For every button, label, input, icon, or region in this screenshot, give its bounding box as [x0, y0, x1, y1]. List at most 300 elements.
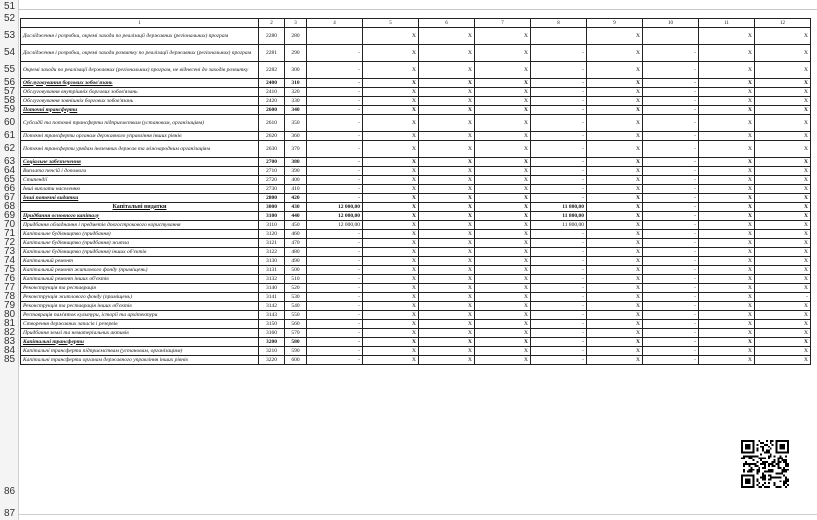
line-code-cell[interactable]: 530 [285, 293, 307, 302]
value-cell[interactable]: X [755, 28, 811, 45]
value-cell[interactable]: - [307, 302, 363, 311]
value-cell[interactable]: X [475, 194, 531, 203]
value-cell[interactable]: - [307, 329, 363, 338]
value-cell[interactable]: - [307, 141, 363, 158]
row-number[interactable]: 77 [4, 282, 16, 293]
value-cell[interactable]: X [755, 115, 811, 132]
value-cell[interactable]: X [363, 284, 419, 293]
value-cell[interactable]: X [699, 194, 755, 203]
row-number[interactable]: 80 [4, 309, 16, 320]
value-cell[interactable]: X [419, 132, 475, 141]
item-name-cell[interactable]: Капітальний ремонт [21, 257, 259, 266]
value-cell[interactable]: X [587, 293, 643, 302]
value-cell[interactable] [643, 28, 699, 45]
value-cell[interactable]: X [419, 88, 475, 97]
value-cell[interactable]: X [755, 284, 811, 293]
value-cell[interactable]: - [643, 320, 699, 329]
value-cell[interactable]: X [475, 257, 531, 266]
value-cell[interactable]: - [307, 347, 363, 356]
row-number[interactable]: 79 [4, 300, 16, 311]
item-name-cell[interactable]: Придбання основного капіталу [21, 212, 259, 221]
value-cell[interactable]: - [531, 329, 587, 338]
value-cell[interactable]: X [587, 347, 643, 356]
value-cell[interactable]: X [755, 338, 811, 347]
value-cell[interactable]: X [587, 88, 643, 97]
value-cell[interactable]: X [587, 356, 643, 365]
value-cell[interactable]: X [755, 176, 811, 185]
kekv-code-cell[interactable]: 2620 [259, 132, 285, 141]
value-cell[interactable]: X [419, 185, 475, 194]
value-cell[interactable]: X [755, 158, 811, 167]
value-cell[interactable]: - [643, 106, 699, 115]
value-cell[interactable]: - [643, 356, 699, 365]
value-cell[interactable]: - [307, 293, 363, 302]
value-cell[interactable]: X [587, 338, 643, 347]
kekv-code-cell[interactable]: 3131 [259, 266, 285, 275]
value-cell[interactable]: X [419, 293, 475, 302]
value-cell[interactable]: X [755, 97, 811, 106]
item-name-cell[interactable]: Капітальне будівництво (придбання) [21, 230, 259, 239]
value-cell[interactable]: X [475, 203, 531, 212]
value-cell[interactable]: X [419, 62, 475, 79]
item-name-cell[interactable]: Поточні трансферти органам державного управління інших рівнів [21, 132, 259, 141]
value-cell[interactable]: X [419, 311, 475, 320]
value-cell[interactable]: - [531, 338, 587, 347]
value-cell[interactable]: - [531, 311, 587, 320]
value-cell[interactable]: - [307, 338, 363, 347]
value-cell[interactable]: - [531, 185, 587, 194]
item-name-cell[interactable]: Капітальне будівництво (придбання) житла [21, 239, 259, 248]
value-cell[interactable]: X [699, 115, 755, 132]
row-number[interactable]: 66 [4, 183, 16, 194]
value-cell[interactable]: X [363, 221, 419, 230]
value-cell[interactable]: 12 000,00 [307, 221, 363, 230]
value-cell[interactable]: X [699, 132, 755, 141]
value-cell[interactable]: X [363, 239, 419, 248]
value-cell[interactable]: X [475, 302, 531, 311]
item-name-cell[interactable]: Обслуговування боргових зобов'язань [21, 79, 259, 88]
value-cell[interactable]: - [531, 79, 587, 88]
kekv-code-cell[interactable]: 2281 [259, 45, 285, 62]
value-cell[interactable]: - [643, 266, 699, 275]
value-cell[interactable]: - [307, 132, 363, 141]
value-cell[interactable]: - [643, 284, 699, 293]
value-cell[interactable]: - [307, 115, 363, 132]
row-number[interactable]: 68 [4, 201, 16, 212]
value-cell[interactable]: X [755, 239, 811, 248]
header-cell[interactable]: 7 [475, 19, 531, 28]
value-cell[interactable]: - [643, 45, 699, 62]
row-number[interactable]: 82 [4, 327, 16, 338]
value-cell[interactable]: - [531, 45, 587, 62]
line-code-cell[interactable]: 310 [285, 79, 307, 88]
value-cell[interactable]: X [475, 311, 531, 320]
item-name-cell[interactable]: Інші поточні видатки [21, 194, 259, 203]
value-cell[interactable]: X [363, 45, 419, 62]
value-cell[interactable]: X [699, 302, 755, 311]
value-cell[interactable]: X [419, 239, 475, 248]
value-cell[interactable]: X [699, 141, 755, 158]
row-number[interactable]: 85 [4, 354, 16, 365]
row-number[interactable]: 61 [4, 130, 16, 141]
row-number[interactable]: 58 [4, 95, 16, 106]
line-code-cell[interactable]: 600 [285, 356, 307, 365]
kekv-code-cell[interactable]: 3210 [259, 347, 285, 356]
value-cell[interactable]: X [363, 194, 419, 203]
line-code-cell[interactable]: 320 [285, 88, 307, 97]
header-cell[interactable]: 3 [285, 19, 307, 28]
value-cell[interactable]: X [587, 176, 643, 185]
value-cell[interactable]: - [531, 167, 587, 176]
kekv-code-cell[interactable]: 2600 [259, 106, 285, 115]
value-cell[interactable]: X [363, 158, 419, 167]
item-name-cell[interactable]: Обслуговування внутрішніх боргових зобов'язань [21, 88, 259, 97]
value-cell[interactable]: X [419, 28, 475, 45]
value-cell[interactable]: X [755, 257, 811, 266]
value-cell[interactable]: X [699, 176, 755, 185]
value-cell[interactable]: X [475, 338, 531, 347]
value-cell[interactable]: - [307, 311, 363, 320]
kekv-code-cell[interactable]: 3110 [259, 221, 285, 230]
value-cell[interactable]: X [363, 167, 419, 176]
item-name-cell[interactable]: Капітальні трансферти органам державного управління інших рівнів [21, 356, 259, 365]
value-cell[interactable]: X [419, 97, 475, 106]
line-code-cell[interactable]: 470 [285, 239, 307, 248]
value-cell[interactable]: - [643, 141, 699, 158]
value-cell[interactable]: - [643, 158, 699, 167]
item-name-cell[interactable]: Капітальний ремонт житлового фонду (приміщень) [21, 266, 259, 275]
value-cell[interactable]: X [699, 329, 755, 338]
kekv-code-cell[interactable]: 3160 [259, 329, 285, 338]
value-cell[interactable]: X [363, 212, 419, 221]
value-cell[interactable]: X [755, 194, 811, 203]
line-code-cell[interactable]: 590 [285, 347, 307, 356]
value-cell[interactable]: X [699, 248, 755, 257]
value-cell[interactable]: - [307, 79, 363, 88]
value-cell[interactable]: X [475, 167, 531, 176]
kekv-code-cell[interactable]: 3143 [259, 311, 285, 320]
line-code-cell[interactable]: 540 [285, 302, 307, 311]
item-name-cell[interactable]: Обслуговування зовнішніх боргових зобов'язань [21, 97, 259, 106]
value-cell[interactable]: X [475, 88, 531, 97]
value-cell[interactable]: 11 800,00 [531, 212, 587, 221]
row-number[interactable]: 75 [4, 264, 16, 275]
kekv-code-cell[interactable]: 2700 [259, 158, 285, 167]
row-number[interactable]: 72 [4, 237, 16, 248]
value-cell[interactable]: X [699, 311, 755, 320]
item-name-cell[interactable]: Поточні трансферти [21, 106, 259, 115]
value-cell[interactable]: X [587, 62, 643, 79]
value-cell[interactable]: X [587, 320, 643, 329]
value-cell[interactable]: X [475, 106, 531, 115]
item-name-cell[interactable]: Капітальні видатки [21, 203, 259, 212]
header-cell[interactable]: 8 [531, 19, 587, 28]
kekv-code-cell[interactable]: 3122 [259, 248, 285, 257]
value-cell[interactable]: X [419, 106, 475, 115]
value-cell[interactable]: - [531, 194, 587, 203]
row-number[interactable]: 57 [4, 86, 16, 97]
value-cell[interactable]: - [307, 88, 363, 97]
value-cell[interactable]: X [699, 167, 755, 176]
value-cell[interactable]: - [531, 257, 587, 266]
value-cell[interactable]: - [531, 347, 587, 356]
kekv-code-cell[interactable]: 3141 [259, 293, 285, 302]
value-cell[interactable]: X [699, 320, 755, 329]
item-name-cell[interactable]: Дослідження і розробки, окремі заходи по реалізації державних (регіональних) програм [21, 28, 259, 45]
value-cell[interactable]: - [643, 176, 699, 185]
line-code-cell[interactable]: 490 [285, 257, 307, 266]
item-name-cell[interactable]: Створення державних запасів і резервів [21, 320, 259, 329]
value-cell[interactable]: X [419, 221, 475, 230]
kekv-code-cell[interactable]: 2800 [259, 194, 285, 203]
value-cell[interactable]: - [643, 275, 699, 284]
item-name-cell[interactable]: Реставрація пам'яток культури, історії та архітектури [21, 311, 259, 320]
line-code-cell[interactable]: 510 [285, 275, 307, 284]
value-cell[interactable]: X [363, 293, 419, 302]
row-number[interactable]: 81 [4, 318, 16, 329]
row-number[interactable]: 69 [4, 210, 16, 221]
value-cell[interactable]: - [643, 338, 699, 347]
value-cell[interactable]: X [475, 28, 531, 45]
value-cell[interactable]: X [363, 275, 419, 284]
value-cell[interactable]: X [587, 79, 643, 88]
kekv-code-cell[interactable]: 2282 [259, 62, 285, 79]
value-cell[interactable]: X [587, 167, 643, 176]
value-cell[interactable]: X [419, 257, 475, 266]
value-cell[interactable]: X [755, 167, 811, 176]
value-cell[interactable]: X [363, 141, 419, 158]
item-name-cell[interactable]: Дослідження і розробки, окремі заходи розвитку по реалізації державних (регіональних) програм [21, 45, 259, 62]
value-cell[interactable]: X [755, 248, 811, 257]
kekv-code-cell[interactable]: 3220 [259, 356, 285, 365]
value-cell[interactable]: X [755, 141, 811, 158]
row-number[interactable]: 59 [4, 104, 16, 115]
row-number[interactable]: 67 [4, 192, 16, 203]
value-cell[interactable]: X [363, 176, 419, 185]
value-cell[interactable]: - [643, 293, 699, 302]
row-number[interactable]: 83 [4, 336, 16, 347]
row-number[interactable]: 51 [4, 1, 16, 12]
value-cell[interactable]: X [699, 293, 755, 302]
line-code-cell[interactable]: 560 [285, 320, 307, 329]
value-cell[interactable]: X [755, 221, 811, 230]
value-cell[interactable]: X [587, 329, 643, 338]
value-cell[interactable]: - [531, 302, 587, 311]
value-cell[interactable]: X [755, 230, 811, 239]
value-cell[interactable]: - [307, 62, 363, 79]
item-name-cell[interactable]: Реконструкція та реставрація [21, 284, 259, 293]
value-cell[interactable]: - [755, 293, 811, 302]
value-cell[interactable]: X [755, 79, 811, 88]
kekv-code-cell[interactable]: 2400 [259, 79, 285, 88]
value-cell[interactable]: X [363, 132, 419, 141]
header-cell[interactable]: 11 [699, 19, 755, 28]
value-cell[interactable]: X [475, 239, 531, 248]
value-cell[interactable]: X [699, 239, 755, 248]
kekv-code-cell[interactable]: 2710 [259, 167, 285, 176]
value-cell[interactable]: X [363, 62, 419, 79]
value-cell[interactable]: X [699, 266, 755, 275]
value-cell[interactable]: X [419, 266, 475, 275]
value-cell[interactable]: - [643, 248, 699, 257]
value-cell[interactable]: X [419, 141, 475, 158]
value-cell[interactable]: X [475, 158, 531, 167]
value-cell[interactable]: X [475, 248, 531, 257]
line-code-cell[interactable]: 330 [285, 97, 307, 106]
value-cell[interactable]: X [699, 347, 755, 356]
value-cell[interactable]: X [363, 329, 419, 338]
value-cell[interactable]: X [419, 176, 475, 185]
value-cell[interactable]: - [307, 239, 363, 248]
value-cell[interactable]: X [419, 79, 475, 88]
value-cell[interactable]: X [419, 194, 475, 203]
value-cell[interactable]: - [307, 185, 363, 194]
value-cell[interactable]: X [699, 221, 755, 230]
value-cell[interactable]: - [531, 320, 587, 329]
value-cell[interactable]: X [363, 230, 419, 239]
value-cell[interactable]: - [531, 158, 587, 167]
value-cell[interactable]: - [531, 62, 587, 79]
value-cell[interactable]: X [363, 338, 419, 347]
value-cell[interactable]: X [755, 275, 811, 284]
row-number[interactable]: 65 [4, 174, 16, 185]
value-cell[interactable]: X [755, 62, 811, 79]
value-cell[interactable]: - [643, 239, 699, 248]
header-cell[interactable]: 6 [419, 19, 475, 28]
line-code-cell[interactable]: 340 [285, 106, 307, 115]
line-code-cell[interactable]: 360 [285, 132, 307, 141]
row-number[interactable]: 55 [4, 64, 16, 75]
value-cell[interactable]: X [363, 185, 419, 194]
value-cell[interactable]: X [587, 248, 643, 257]
line-code-cell[interactable]: 440 [285, 212, 307, 221]
value-cell[interactable]: X [699, 28, 755, 45]
value-cell[interactable]: X [363, 106, 419, 115]
line-code-cell[interactable]: 400 [285, 176, 307, 185]
value-cell[interactable]: - [531, 356, 587, 365]
row-number[interactable]: 52 [4, 13, 16, 24]
value-cell[interactable]: X [587, 185, 643, 194]
value-cell[interactable]: - [643, 347, 699, 356]
value-cell[interactable]: X [699, 338, 755, 347]
value-cell[interactable]: - [643, 203, 699, 212]
item-name-cell[interactable]: Капітальні трансферти підприємствам (установам, організаціям) [21, 347, 259, 356]
item-name-cell[interactable]: Окремі заходи по реалізації державних (регіональних) програм, не віднесені до заходів розвитку [21, 62, 259, 79]
value-cell[interactable]: X [587, 106, 643, 115]
value-cell[interactable]: - [307, 194, 363, 203]
kekv-code-cell[interactable]: 3000 [259, 203, 285, 212]
value-cell[interactable]: X [699, 79, 755, 88]
value-cell[interactable]: - [531, 230, 587, 239]
value-cell[interactable]: 12 000,00 [307, 212, 363, 221]
row-number[interactable]: 73 [4, 246, 16, 257]
value-cell[interactable]: X [587, 266, 643, 275]
value-cell[interactable]: - [643, 62, 699, 79]
value-cell[interactable]: - [643, 230, 699, 239]
value-cell[interactable]: X [755, 106, 811, 115]
line-code-cell[interactable]: 300 [285, 62, 307, 79]
value-cell[interactable]: X [419, 212, 475, 221]
value-cell[interactable]: X [419, 45, 475, 62]
value-cell[interactable]: X [587, 28, 643, 45]
item-name-cell[interactable]: Капітальне будівництво (придбання) інших об'єктів [21, 248, 259, 257]
value-cell[interactable]: X [587, 275, 643, 284]
item-name-cell[interactable]: Капітальні трансферти [21, 338, 259, 347]
value-cell[interactable]: X [363, 347, 419, 356]
value-cell[interactable]: X [475, 97, 531, 106]
item-name-cell[interactable]: Стипендії [21, 176, 259, 185]
value-cell[interactable]: - [307, 284, 363, 293]
value-cell[interactable]: X [755, 266, 811, 275]
value-cell[interactable]: - [643, 257, 699, 266]
kekv-code-cell[interactable]: 3140 [259, 284, 285, 293]
value-cell[interactable]: X [475, 347, 531, 356]
row-number[interactable]: 70 [4, 219, 16, 230]
line-code-cell[interactable]: 280 [285, 28, 307, 45]
line-code-cell[interactable]: 430 [285, 203, 307, 212]
line-code-cell[interactable]: 410 [285, 185, 307, 194]
value-cell[interactable]: - [531, 132, 587, 141]
value-cell[interactable]: - [531, 239, 587, 248]
value-cell[interactable]: - [307, 320, 363, 329]
row-number[interactable]: 87 [4, 508, 16, 519]
value-cell[interactable]: X [587, 132, 643, 141]
value-cell[interactable]: - [643, 194, 699, 203]
value-cell[interactable]: X [755, 212, 811, 221]
value-cell[interactable]: - [531, 248, 587, 257]
value-cell[interactable]: - [643, 79, 699, 88]
item-name-cell[interactable]: Реконструкція та реставрація інших об'єктів [21, 302, 259, 311]
kekv-code-cell[interactable]: 3132 [259, 275, 285, 284]
value-cell[interactable]: X [419, 167, 475, 176]
line-code-cell[interactable]: 550 [285, 311, 307, 320]
value-cell[interactable]: X [363, 302, 419, 311]
value-cell[interactable]: X [475, 45, 531, 62]
line-code-cell[interactable]: 370 [285, 141, 307, 158]
value-cell[interactable]: - [531, 115, 587, 132]
value-cell[interactable]: - [643, 115, 699, 132]
kekv-code-cell[interactable]: 3120 [259, 230, 285, 239]
value-cell[interactable]: X [699, 97, 755, 106]
value-cell[interactable]: X [419, 203, 475, 212]
value-cell[interactable]: - [643, 302, 699, 311]
kekv-code-cell[interactable]: 3150 [259, 320, 285, 329]
value-cell[interactable]: - [643, 88, 699, 97]
value-cell[interactable]: X [755, 88, 811, 97]
value-cell[interactable]: X [699, 45, 755, 62]
value-cell[interactable]: X [587, 230, 643, 239]
value-cell[interactable]: - [531, 266, 587, 275]
row-number[interactable]: 64 [4, 165, 16, 176]
value-cell[interactable]: X [699, 230, 755, 239]
value-cell[interactable]: X [699, 203, 755, 212]
value-cell[interactable]: - [307, 167, 363, 176]
value-cell[interactable]: X [419, 320, 475, 329]
value-cell[interactable]: 12 000,00 [307, 203, 363, 212]
value-cell[interactable]: X [363, 115, 419, 132]
row-number[interactable]: 86 [4, 486, 16, 497]
value-cell[interactable]: - [307, 158, 363, 167]
value-cell[interactable]: X [755, 45, 811, 62]
value-cell[interactable]: X [755, 203, 811, 212]
row-number[interactable]: 60 [4, 117, 16, 128]
value-cell[interactable]: X [363, 203, 419, 212]
value-cell[interactable]: X [475, 212, 531, 221]
kekv-code-cell[interactable]: 3142 [259, 302, 285, 311]
value-cell[interactable]: X [475, 266, 531, 275]
value-cell[interactable]: X [475, 320, 531, 329]
line-code-cell[interactable]: 290 [285, 45, 307, 62]
